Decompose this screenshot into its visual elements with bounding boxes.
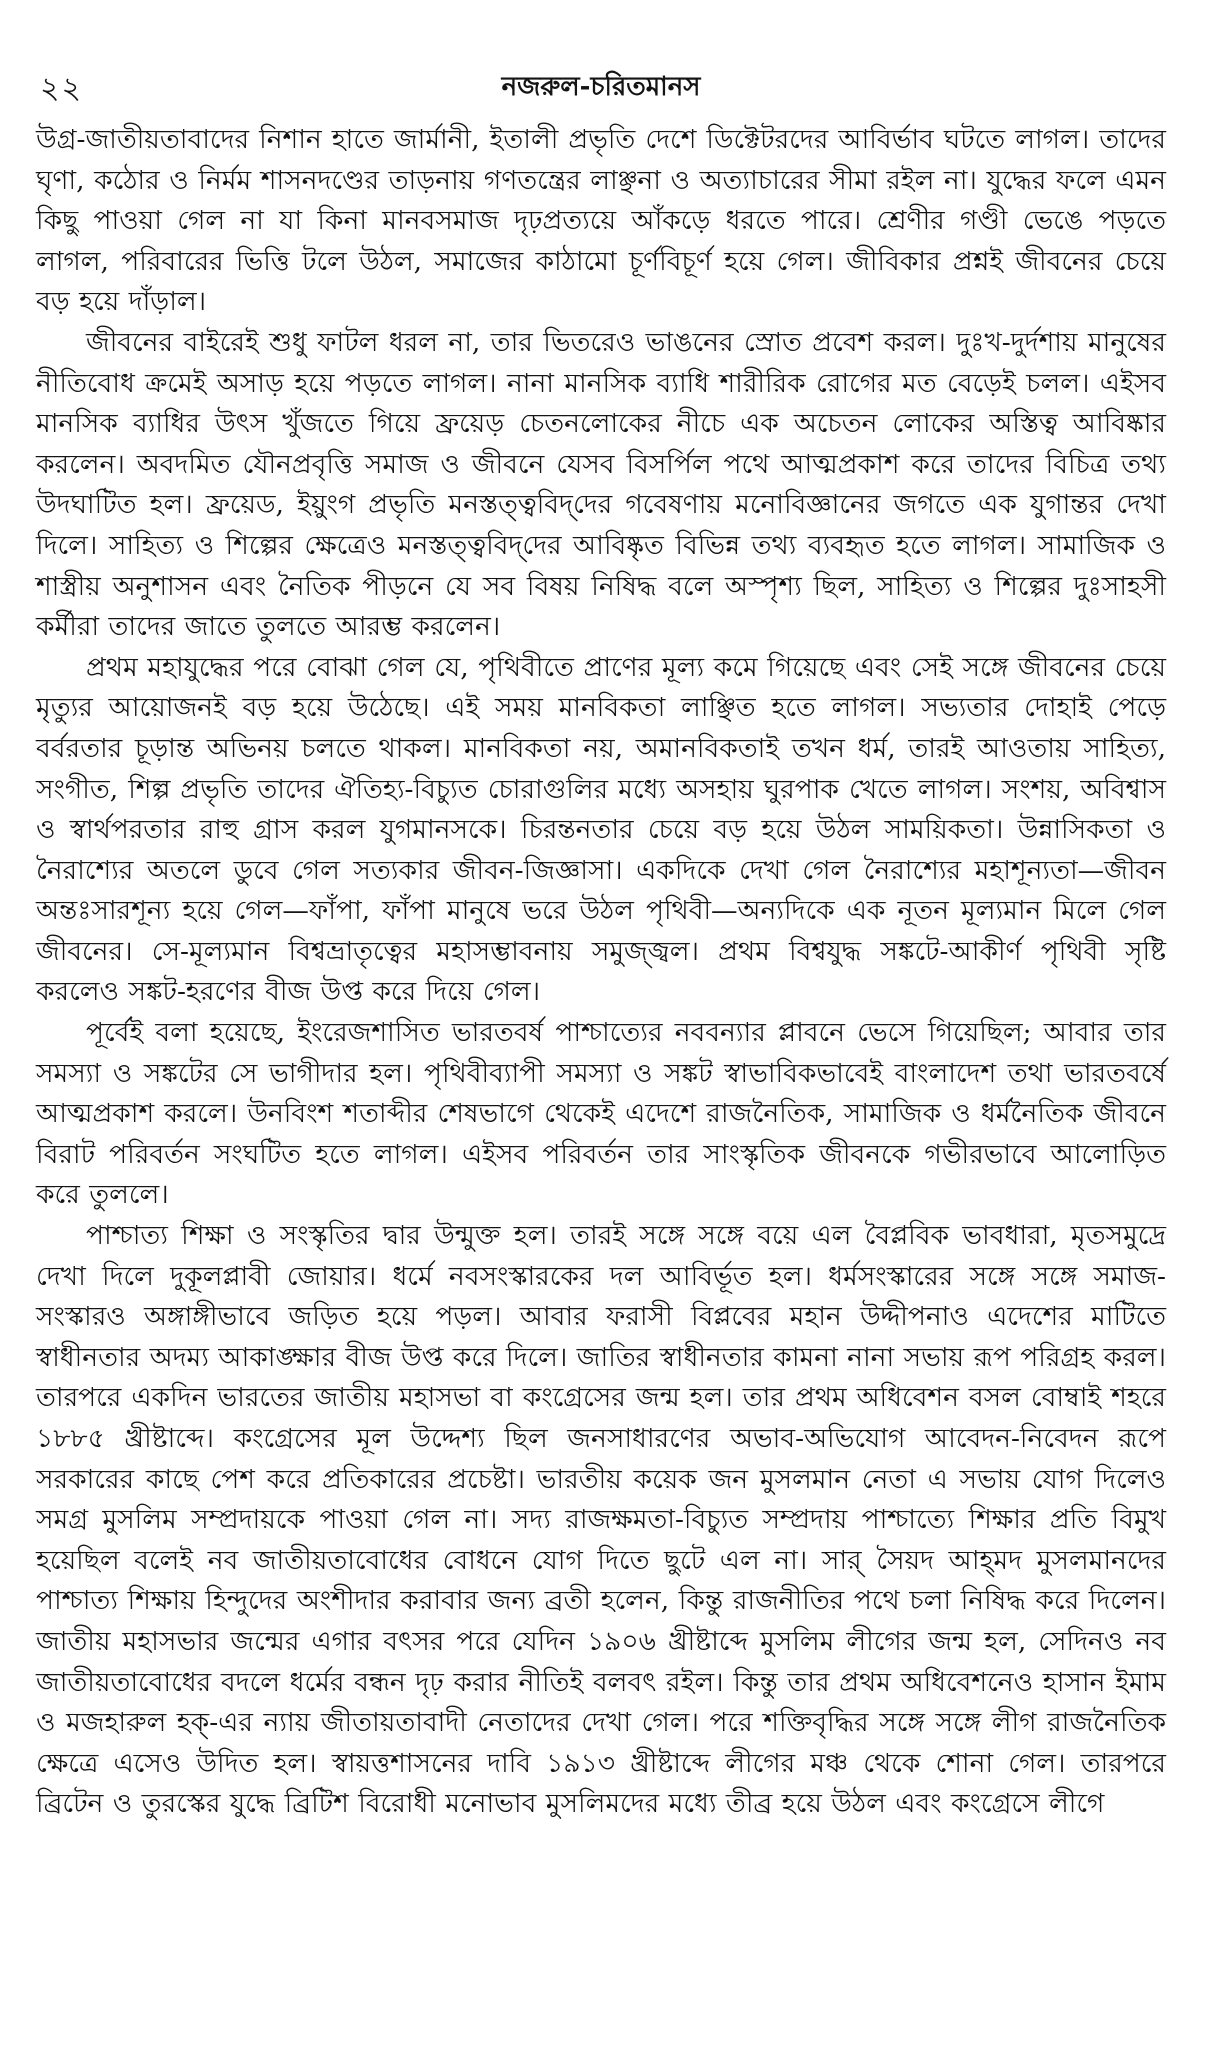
paragraph: জীবনের বাইরেই শুধু ফাটল ধরল না, তার ভিতরেও ভাঙনের স্রোত প্রবেশ করল। দুঃখ-দুর্দশায় মানুষের নীতিবোধ ক্রমেই অসাড় হয়ে পড়তে লাগল। নানা মানসিক ব্যাধি শারীরিক রোগের মত বেড়েই চলল। এইসব মানসিক ব্যাধির উৎস খুঁজতে গিয়ে ফ্রয়েড় চেতনলোকের নীচে এক অচেতন লোকের অস্তিত্ব আবিষ্কার করলেন। অবদমিত যৌনপ্রবৃত্তি সমাজ ও জীবনে যেসব বিসর্পিল পথে আত্মপ্রকাশ করে তাদের বিচিত্র তথ্য উদঘাটিত হল। ফ্রয়েড, ইয়ুংগ প্রভৃতি মনস্তত্ত্ববিদ্‌দের গবেষণায় মনোবিজ্ঞানের জগতে এক যুগান্তর দেখা দিলে। সাহিত্য ও শিল্পের ক্ষেত্রেও মনস্তত্ত্ববিদ্‌দের আবিষ্কৃত বিভিন্ন তথ্য ব্যবহৃত হতে লাগল। সামাজিক ও শাস্ত্রীয় অনুশাসন এবং নৈতিক পীড়নে যে সব বিষয় নিষিদ্ধ বলে অস্পৃশ্য ছিল, সাহিত্য ও শিল্পের দুঃসাহসী কর্মীরা তাদের জাতে তুলতে আরম্ভ করলেন।: [36, 326, 1166, 643]
page-header: [36, 58, 1166, 110]
paragraph: উগ্র-জাতীয়তাবাদের নিশান হাতে জার্মানী, ইতালী প্রভৃতি দেশে ডিক্টেটরদের আবির্ভাব ঘটতে লাগল। তাদের ঘৃণা, কঠোর ও নির্মম শাসনদণ্ডের তাড়নায় গণতন্ত্রের লাঞ্ছনা ও অত্যাচারের সীমা রইল না। যুদ্ধের ফলে এমন কিছু পাওয়া গেল না যা কিনা মানবসমাজ দৃঢ়প্রত্যয়ে আঁকড়ে ধরতে পারে। শ্রেণীর গণ্ডী ভেঙে পড়তে লাগল, পরিবারের ভিত্তি টলে উঠল, সমাজের কাঠামো চূর্ণবিচূর্ণ হয়ে গেল। জীবিকার প্রশ্নই জীবনের চেয়ে বড় হয়ে দাঁড়াল।: [36, 124, 1166, 318]
paragraph: পাশ্চাত্য শিক্ষা ও সংস্কৃতির দ্বার উন্মুক্ত হল। তারই সঙ্গে সঙ্গে বয়ে এল বৈপ্লবিক ভাবধারা, মৃতসমুদ্রে দেখা দিলে দুকূলপ্লাবী জোয়ার। ধর্মে নবসংস্কারকের দল আবির্ভূত হল। ধর্মসংস্কারের সঙ্গে সঙ্গে সমাজ-সংস্কারও অঙ্গাঙ্গীভাবে জড়িত হয়ে পড়ল। আবার ফরাসী বিপ্লবের মহান উদ্দীপনাও এদেশের মাটিতে স্বাধীনতার অদম্য আকাঙ্ক্ষার বীজ উপ্ত করে দিলে। জাতির স্বাধীনতার কামনা নানা সভায় রূপ পরিগ্রহ করল। তারপরে একদিন ভারতের জাতীয় মহাসভা বা কংগ্রেসের জন্ম হল। তার প্রথম অধিবেশন বসল বোম্বাই শহরে ১৮৮৫ খ্রীষ্টাব্দে। কংগ্রেসের মূল উদ্দেশ্য ছিল জনসাধারণের অভাব-অভিযোগ আবেদন-নিবেদন রূপে সরকারের কাছে পেশ করে প্রতিকারের প্রচেষ্টা। ভারতীয় কয়েক জন মুসলমান নেতা এ সভায় যোগ দিলেও সমগ্র মুসলিম সম্প্রদায়কে পাওয়া গেল না। সদ্য রাজক্ষমতা-বিচ্যুত সম্প্রদায় পাশ্চাত্যে শিক্ষার প্রতি বিমুখ হয়েছিল বলেই নব জাতীয়তাবোধের বোধনে যোগ দিতে ছুটে এল না। সার্ সৈয়দ আহ্‌মদ মুসলমানদের পাশ্চাত্য শিক্ষায় হিন্দুদের অংশীদার করাবার জন্য ব্রতী হলেন, কিন্তু রাজনীতির পথে চলা নিষিদ্ধ করে দিলেন। জাতীয় মহাসভার জন্মের এগার বৎসর পরে যেদিন ১৯০৬ খ্রীষ্টাব্দে মুসলিম লীগের জন্ম হল, সেদিনও নব জাতীয়তাবোধের বদলে ধর্মের বন্ধন দৃঢ় করার নীতিই বলবৎ রইল। কিন্তু তার প্রথম অধিবেশনেও হাসান ইমাম ও মজহারুল হক্-এর ন্যায় জীতায়তাবাদী নেতাদের দেখা গেল। পরে শক্তিবৃদ্ধির সঙ্গে সঙ্গে লীগ রাজনৈতিক ক্ষেত্রে এসেও উদিত হল। স্বায়ত্তশাসনের দাবি ১৯১৩ খ্রীষ্টাব্দে লীগের মঞ্চ থেকে শোনা গেল। তারপরে ব্রিটেন ও তুরস্কের যুদ্ধে ব্রিটিশ বিরোধী মনোভাব মুসলিমদের মধ্যে তীব্র হয়ে উঠল এবং কংগ্রেসে লীগে: [36, 1220, 1166, 1820]
paragraph: পূর্বেই বলা হয়েছে, ইংরেজশাসিত ভারতবর্ষ পাশ্চাত্যের নববন্যার প্লাবনে ভেসে গিয়েছিল; আবার তার সমস্যা ও সঙ্কটের সে ভাগীদার হল। পৃথিবীব্যাপী সমস্যা ও সঙ্কট স্বাভাবিকভাবেই বাংলাদেশ তথা ভারতবর্ষে আত্মপ্রকাশ করলে। উনবিংশ শতাব্দীর শেষভাগে থেকেই এদেশে রাজনৈতিক, সামাজিক ও ধর্মনৈতিক জীবনে বিরাট পরিবর্তন সংঘটিত হতে লাগল। এইসব পরিবর্তন তার সাংস্কৃতিক জীবনকে গভীরভাবে আলোড়িত করে তুললে।: [36, 1017, 1166, 1211]
page-number: ২২: [40, 71, 84, 106]
running-title: নজরুল-চরিতমানস: [501, 72, 701, 102]
paragraph: প্রথম মহাযুদ্ধের পরে বোঝা গেল যে, পৃথিবীতে প্রাণের মূল্য কমে গিয়েছে এবং সেই সঙ্গে জীবনের চেয়ে মৃত্যুর আয়োজনই বড় হয়ে উঠেছে। এই সময় মানবিকতা লাঞ্ছিত হতে লাগল। সভ্যতার দোহাই পেড়ে বর্বরতার চূড়ান্ত অভিনয় চলতে থাকল। মানবিকতা নয়, অমানবিকতাই তখন ধর্ম, তারই আওতায় সাহিত্য, সংগীত, শিল্প প্রভৃতি তাদের ঐতিহ্য-বিচ্যুত চোরাগুলির মধ্যে অসহায় ঘুরপাক খেতে লাগল। সংশয়, অবিশ্বাস ও স্বার্থপরতার রাহু গ্রাস করল যুগমানসকে। চিরন্তনতার চেয়ে বড় হয়ে উঠল সাময়িকতা। উন্নাসিকতা ও নৈরাশ্যের অতলে ডুবে গেল সত্যকার জীবন-জিজ্ঞাসা। একদিকে দেখা গেল নৈরাশ্যের মহাশূন্যতা—জীবন অন্তঃসারশূন্য হয়ে গেল—ফাঁপা, ফাঁপা মানুষে ভরে উঠল পৃথিবী—অন্যদিকে এক নূতন মূল্যমান মিলে গেল জীবনের। সে-মূল্যমান বিশ্বভ্রাতৃত্বের মহাসম্ভাবনায় সমুজ্জ্বল। প্রথম বিশ্বযুদ্ধ সঙ্কটে-আকীর্ণ পৃথিবী সৃষ্টি করলেও সঙ্কট-হরণের বীজ উপ্ত করে দিয়ে গেল।: [36, 651, 1166, 1008]
body-text: [36, 120, 1166, 1825]
